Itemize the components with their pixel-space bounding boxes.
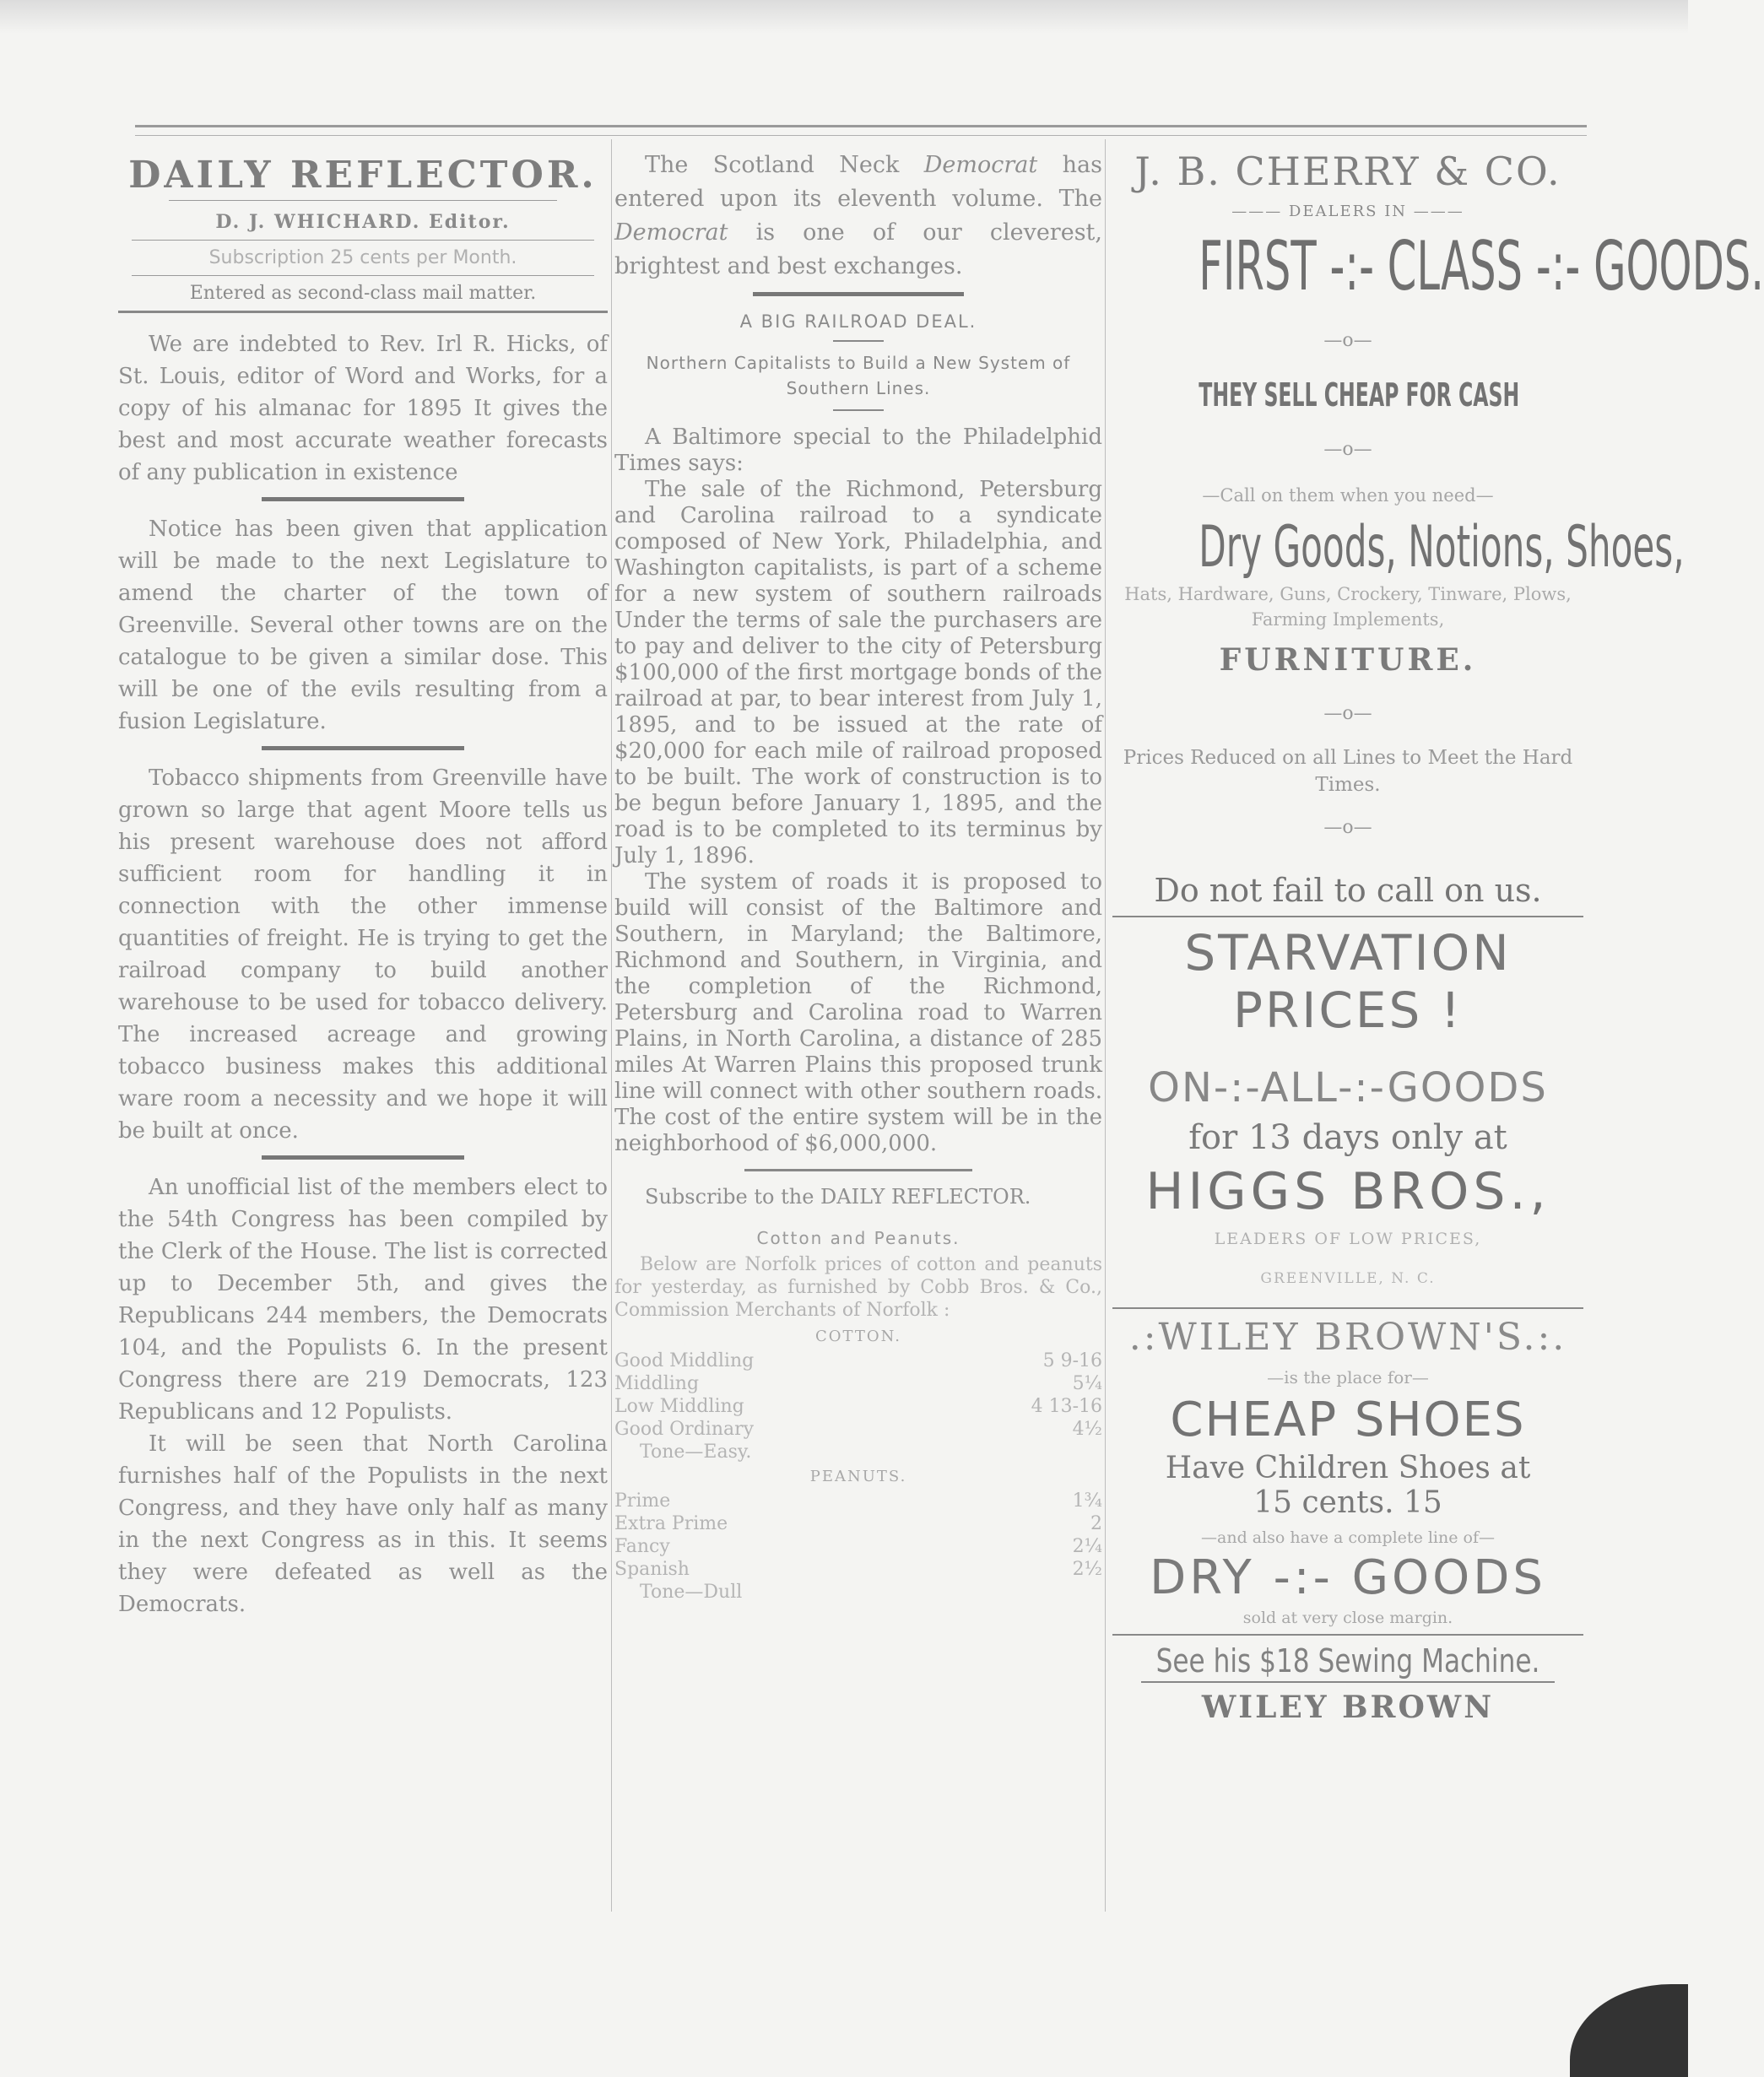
masthead-title: DAILY REFLECTOR. xyxy=(128,154,598,197)
top-rule-thin xyxy=(135,135,1587,136)
dry-goods-wiley: DRY -:- GOODS xyxy=(1150,1550,1546,1605)
column-divider-1 xyxy=(611,139,612,1912)
first-class-goods xyxy=(1107,227,1764,306)
railroad-body-2: The system of roads it is proposed to build will consist of the Baltimore and Southern, in Maryland; the Baltimore, Richmond and Southern, in Virginia, and the completion of the Richmond, Petersburg and Carolina road to Warren Plains, in North Carolina, a distance of 285 miles At Warren Plains this proposed trunk line will connect with other southern roads. The cost of the entire system will be in the neighborhood of $6,000,000. xyxy=(614,869,1102,1156)
dealers-label: DEALERS IN xyxy=(1288,203,1408,220)
grade: Good Ordinary xyxy=(614,1419,755,1440)
fifteen-cents: 15 cents. 15 xyxy=(1253,1485,1442,1520)
scotland-neck-note xyxy=(614,149,1102,284)
subhead-rule xyxy=(833,409,884,411)
wiley-brown-signature: WILEY BROWN xyxy=(1201,1690,1495,1725)
railroad-headline: A BIG RAILROAD DEAL. xyxy=(739,311,977,332)
prices-exclaim: PRICES ! xyxy=(1232,982,1464,1039)
masthead-rule xyxy=(169,200,557,201)
close-margin: sold at very close margin. xyxy=(1242,1609,1453,1627)
price: 4 13-16 xyxy=(1031,1396,1102,1417)
grade: Tone—Easy. xyxy=(640,1441,752,1463)
subscription-rule xyxy=(132,275,594,276)
ornament: —o— xyxy=(1323,817,1372,838)
thirteen-days: for 13 days only at xyxy=(1188,1118,1507,1157)
market-report xyxy=(614,1227,1102,1604)
price: 5 9-16 xyxy=(1042,1350,1102,1371)
paper-name: Democrat xyxy=(923,152,1038,178)
cotton-label: COTTON. xyxy=(815,1328,901,1345)
ad-divider xyxy=(1112,916,1583,917)
column-divider-2 xyxy=(1105,139,1106,1912)
market-row xyxy=(614,1490,1102,1512)
ad-divider xyxy=(1112,1634,1583,1636)
article-tobacco: Tobacco shipments from Greenville have grown so large that agent Moore tells us his present warehouse does not afford sufficient room for handling it in connection with the other immense quantities of freight. He is trying to get the railroad company to build another warehouse to be used for tobacco delivery. The increased acreage and growing tobacco business makes this additional ware room a necessity and we hope it will be built at once. xyxy=(118,765,608,1144)
intro-text: The Scotland Neck xyxy=(645,152,900,178)
article-divider xyxy=(753,292,964,296)
editor-line: D. J. WHICHARD. Editor. xyxy=(215,211,511,233)
railroad-body-1: The sale of the Richmond, Petersburg and Carolina railroad to a syndicate composed of New York, Philadelphia, and Washington capitalists, is part of a scheme for a new system of southern railroads Under the terms of sale the purchasers are to pay and deliver to the city of Petersburg $100,000 of the first mortgage bonds of the railroad at par, to bear interest from July 1, 1895, and to be issued at the rate of $20,000 for each mile of railroad proposed to be built. The work of construction is to be begun before January 1, 1895, and the road is to be completed to its terminus by July 1, 1896. xyxy=(614,477,1102,868)
intro-text: is one of our cleverest, brightest and best exchanges. xyxy=(614,219,1102,279)
column-left xyxy=(118,149,608,1620)
article-divider xyxy=(262,497,464,501)
market-title: Cotton and Peanuts. xyxy=(756,1228,960,1248)
first-class-text: FIRST -:- CLASS -:- GOODS. xyxy=(1199,227,1764,306)
article-divider xyxy=(262,1155,464,1160)
intro-text: has entered upon its eleventh volume. The xyxy=(614,152,1102,212)
price: 2½ xyxy=(1072,1559,1102,1580)
market-row xyxy=(614,1441,1102,1463)
peanuts-table xyxy=(614,1490,1102,1604)
top-edge-smudge xyxy=(0,0,1688,34)
market-intro: Below are Norfolk prices of cotton and peanuts for yesterday, as furnished by Cobb Bros. & Co., Commission Merchants of Norfolk : xyxy=(614,1254,1102,1321)
call-on-them: —Call on them when you need— xyxy=(1202,485,1494,506)
market-row xyxy=(614,1350,1102,1372)
price: 2¼ xyxy=(1072,1536,1102,1557)
market-row xyxy=(614,1581,1102,1604)
ornament: —o— xyxy=(1323,703,1372,724)
article-legislature: Notice has been given that application will be made to the next Legislature to amend the charter of the town of Greenville. Several other towns are on the catalogue to be given a similar dose. This will be one of the evils resulting from a fusion Legislature. xyxy=(118,517,608,734)
masthead-bottom-rule xyxy=(118,311,608,313)
subscribe-notice: Subscribe to the DAILY REFLECTOR. xyxy=(645,1185,1031,1209)
sewing-machine xyxy=(1107,1642,1588,1679)
sell-cheap-text: THEY SELL CHEAP FOR CASH xyxy=(1199,376,1520,414)
market-row xyxy=(614,1535,1102,1558)
sell-cheap xyxy=(1107,376,1588,414)
market-row xyxy=(614,1372,1102,1395)
railroad-intro: A Baltimore special to the Philadelphid Times says: xyxy=(614,425,1102,476)
article-hicks: We are indebted to Rev. Irl R. Hicks, of St. Louis, editor of Word and Works, for a copy of his almanac for 1895 It gives the best and most accurate weather forecasts of any publication in existence xyxy=(118,332,608,485)
ad-divider xyxy=(1112,1307,1583,1309)
article-divider xyxy=(262,746,464,750)
paper-name: Democrat xyxy=(614,219,728,246)
grade: Middling xyxy=(614,1373,700,1394)
entered-line: Entered as second-class mail matter. xyxy=(189,283,537,304)
article-populists: It will be seen that North Carolina furnishes half of the Populists in the next Congress, and they have only half as many in the next Congress as in this. It seems they were defeated as well as the Democrats. xyxy=(118,1431,608,1617)
market-row xyxy=(614,1418,1102,1441)
grade: Good Middling xyxy=(614,1350,755,1371)
top-rule xyxy=(135,125,1587,127)
railroad-subhead: Northern Capitalists to Build a New System of Southern Lines. xyxy=(646,353,1071,398)
children-shoes: Have Children Shoes at xyxy=(1165,1451,1531,1485)
market-row xyxy=(614,1558,1102,1581)
dry-goods-notions xyxy=(1107,514,1685,581)
subscription-line: Subscription 25 cents per Month. xyxy=(208,247,517,268)
cheap-shoes: CHEAP SHOES xyxy=(1170,1393,1526,1447)
ad-divider xyxy=(1141,1681,1555,1683)
ornament: —o— xyxy=(1323,439,1372,460)
grade: Tone—Dull xyxy=(640,1582,743,1603)
do-not-fail: Do not fail to call on us. xyxy=(1154,872,1542,909)
higgs-bros: HIGGS BROS., xyxy=(1145,1162,1550,1221)
price: 5¼ xyxy=(1072,1373,1102,1394)
dry-goods-text: Dry Goods, Notions, Shoes, xyxy=(1199,514,1685,581)
column-middle xyxy=(614,149,1102,1604)
cotton-table xyxy=(614,1350,1102,1463)
headline-rule xyxy=(833,340,884,342)
hats-hardware: Hats, Hardware, Guns, Crockery, Tinware, Plows, Farming Implements, xyxy=(1124,584,1572,630)
dealers-in: ——— DEALERS IN ——— xyxy=(1231,203,1464,220)
prices-reduced: Prices Reduced on all Lines to Meet the Hard Times. xyxy=(1123,747,1573,796)
furniture: FURNITURE. xyxy=(1219,642,1477,678)
article-divider xyxy=(744,1169,972,1171)
place-for: —is the place for— xyxy=(1267,1367,1429,1387)
price: 2 xyxy=(1090,1513,1102,1534)
greenville: GREENVILLE, N. C. xyxy=(1260,1270,1436,1287)
cherry-name: J. B. CHERRY & CO. xyxy=(1134,149,1561,194)
price: 4½ xyxy=(1072,1419,1102,1440)
article-congress: An unofficial list of the members elect to the 54th Congress has been compiled by the Clerk of the House. The list is corrected up to December 5th, and gives the Republicans 244 members, the Democrats 104, and the Populists 6. In the present Congress there are 219 Democrats, 123 Republicans and 12 Populists. xyxy=(118,1175,608,1425)
grade: Extra Prime xyxy=(614,1513,728,1534)
price: 1¾ xyxy=(1072,1490,1102,1512)
grade: Spanish xyxy=(614,1559,690,1580)
ornament: —o— xyxy=(1323,330,1372,351)
column-ads xyxy=(1107,149,1764,1725)
market-row xyxy=(614,1395,1102,1418)
grade: Prime xyxy=(614,1490,671,1512)
starvation: STARVATION xyxy=(1184,924,1512,982)
also-complete-line: —and also have a complete line of— xyxy=(1201,1528,1495,1547)
grade: Low Middling xyxy=(614,1396,744,1417)
market-row xyxy=(614,1512,1102,1535)
on-all-goods: ON-:-ALL-:-GOODS xyxy=(1148,1064,1548,1112)
corner-damage xyxy=(1570,1984,1688,2077)
leaders-low-prices: LEADERS OF LOW PRICES, xyxy=(1214,1230,1482,1248)
editor-rule xyxy=(132,240,594,241)
sewing-text: See his $18 Sewing Machine. xyxy=(1155,1642,1540,1679)
wiley-browns: .:WILEY BROWN'S.:. xyxy=(1128,1316,1567,1359)
grade: Fancy xyxy=(614,1536,670,1557)
peanuts-label: PEANUTS. xyxy=(809,1468,907,1485)
